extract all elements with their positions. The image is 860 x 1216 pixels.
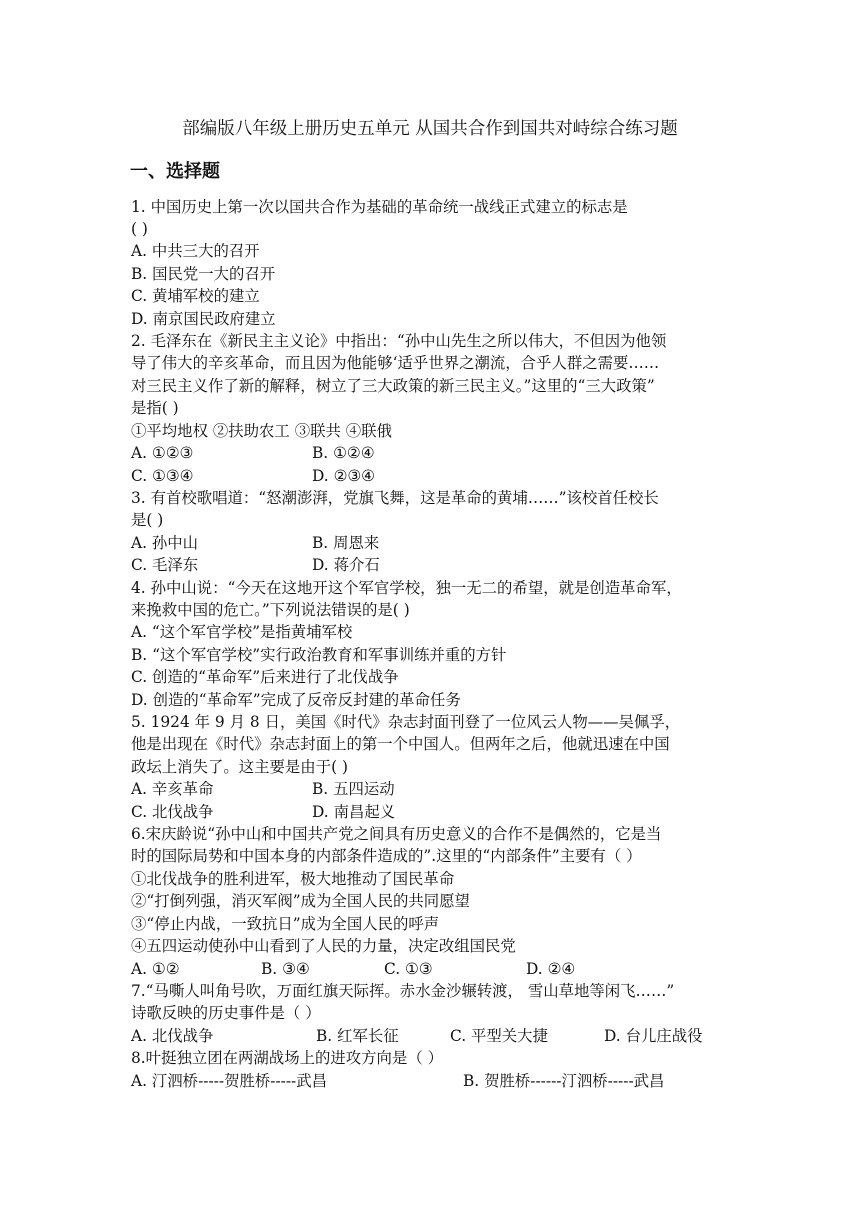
q5-stem-line2: 他是出现在《时代》杂志封面上的第一个中国人。但两年之后，他就迅速在中国: [131, 735, 670, 753]
q8-option-a: A. 汀泗桥-----贺胜桥-----武昌: [131, 1072, 328, 1090]
q3-option-c: C. 毛泽东: [131, 556, 199, 574]
q2-stem-line2: 导了伟大的辛亥革命，而且因为他能够‘适乎世界之潮流，合乎人群之需要……: [131, 354, 660, 372]
q7-stem-line1: 7.“马嘶人叫角号吹，万面红旗天际挥。赤水金沙辗转渡， 雪山草地等闲飞……”: [131, 982, 675, 1000]
q5-option-c: C. 北伐战争: [131, 803, 214, 821]
q6-stem-line1: 6.宋庆龄说“孙中山和中国共产党之间具有历史意义的合作不是偶然的，它是当: [131, 825, 662, 843]
q1-option-d: D. 南京国民政府建立: [131, 310, 276, 328]
q5-option-b: B. 五四运动: [312, 780, 395, 798]
q4-stem-line1: 4. 孙中山说：“今天在这地开这个军官学校，独一无二的希望，就是创造革命军，: [131, 579, 682, 597]
q2-option-b: B. ①②④: [312, 444, 375, 462]
q3-option-b: B. 周恩来: [312, 534, 380, 552]
q2-stem-line3: 对三民主义作了新的解释，树立了三大政策的新三民主义。”这里的“三大政策”: [131, 377, 655, 395]
q5-option-d: D. 南昌起义: [312, 803, 396, 821]
q3-stem-line1: 3. 有首校歌唱道：“怒潮澎湃，党旗飞舞，这是革命的黄埔……”该校首任校长: [131, 489, 659, 507]
q6-choice-1: ①北伐战争的胜利进军，极大地推动了国民革命: [131, 870, 455, 888]
q8-option-b: B. 贺胜桥------汀泗桥-----武昌: [463, 1072, 665, 1090]
q7-option-d: D. 台儿庄战役: [604, 1027, 703, 1045]
q2-option-a: A. ①②③: [131, 444, 194, 462]
q5-stem-line1: 5. 1924 年 9 月 8 日，美国《时代》杂志封面刊登了一位风云人物——吴佩孚，: [131, 713, 681, 731]
q1-option-a: A. 中共三大的召开: [131, 242, 260, 260]
q6-option-c: C. ①③: [384, 960, 433, 978]
q7-option-a: A. 北伐战争: [131, 1027, 214, 1045]
q6-choice-2: ②“打倒列强，消灭军阀”成为全国人民的共同愿望: [131, 892, 470, 910]
document-title: 部编版八年级上册历史五单元 从国共合作到国共对峙综合练习题: [182, 119, 678, 139]
q1-option-b: B. 国民党一大的召开: [131, 265, 276, 283]
q1-option-c: C. 黄埔军校的建立: [131, 287, 260, 305]
q1-blank: ( ): [131, 220, 148, 238]
q3-option-a: A. 孙中山: [131, 534, 199, 552]
q2-stem-line4: 是指( ): [131, 399, 179, 417]
q7-option-b: B. 红军长征: [316, 1027, 399, 1045]
q6-option-a: A. ①②: [131, 960, 180, 978]
q6-option-d: D. ②④: [526, 960, 576, 978]
q2-choices: ①平均地权 ②扶助农工 ③联共 ④联俄: [131, 422, 392, 440]
section-heading: 一、选择题: [130, 161, 220, 182]
q2-option-c: C. ①③④: [131, 467, 194, 485]
q2-option-d: D. ②③④: [312, 467, 375, 485]
q3-stem-line2: 是( ): [131, 511, 164, 529]
q3-option-d: D. 蒋介石: [312, 556, 380, 574]
q2-stem-line1: 2. 毛泽东在《新民主主义论》中指出：“孙中山先生之所以伟大，不但因为他领: [131, 332, 667, 350]
q6-choice-4: ④五四运动使孙中山看到了人民的力量，决定改组国民党: [131, 937, 516, 955]
q6-choice-3: ③“停止内战，一致抗日”成为全国人民的呼声: [131, 915, 440, 933]
q5-stem-line3: 政坛上消失了。这主要是由于( ): [131, 758, 348, 776]
q7-stem-line2: 诗歌反映的历史事件是（ ）: [131, 1004, 321, 1022]
q5-option-a: A. 辛亥革命: [131, 780, 214, 798]
q4-option-d: D. 创造的“革命军”完成了反帝反封建的革命任务: [131, 691, 461, 709]
q7-option-c: C. 平型关大捷: [450, 1027, 548, 1045]
q1-stem: 1. 中国历史上第一次以国共合作为基础的革命统一战线正式建立的标志是: [131, 198, 628, 216]
q4-option-b: B. “这个军官学校”实行政治教育和军事训练并重的方针: [131, 646, 507, 664]
q4-option-c: C. 创造的“革命军”后来进行了北伐战争: [131, 668, 399, 686]
q4-option-a: A. “这个军官学校”是指黄埔军校: [131, 623, 353, 641]
q6-stem-line2: 时的国际局势和中国本身的内部条件造成的”.这里的“内部条件”主要有（ ）: [131, 847, 642, 865]
q8-stem: 8.叶挺独立团在两湖战场上的进攻方向是（ ）: [131, 1049, 443, 1067]
q4-stem-line2: 来挽救中国的危亡。”下列说法错误的是( ): [131, 601, 410, 619]
q6-option-b: B. ③④: [261, 960, 310, 978]
